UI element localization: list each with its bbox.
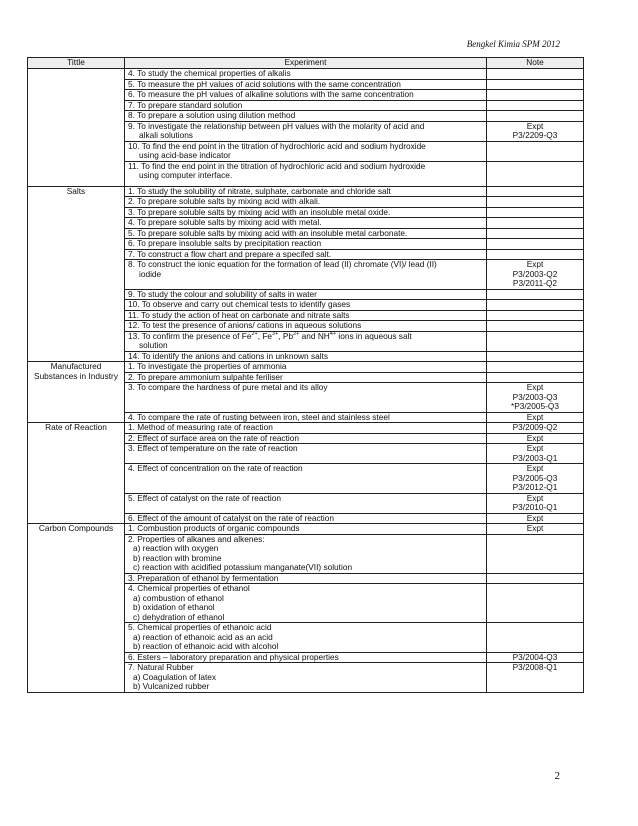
column-header-note: Note [487,58,584,69]
note-cell: P3/2008-Q1 [487,663,584,693]
note-cell: Expt P3/2005-Q3 P3/2012-Q1 [487,464,584,494]
table-row: 3. Effect of temperature on the rate of reaction [125,444,487,464]
table-row: 2. To prepare soluble salts by mixing acid with alkali. [125,197,487,208]
table-row: 12. To test the presence of anions/ cations in aqueous solutions [125,321,487,332]
table-row: 1. Combustion products of organic compounds [125,524,487,535]
table-row: 1. To study the solubility of nitrate, sulphate, carbonate and chloride salt [125,186,487,197]
note-cell: Expt [487,412,584,423]
page-number: 2 [554,770,560,782]
page-header: Bengkel Kimia SPM 2012 [466,39,560,49]
table-row: 1. Method of measuring rate of reaction [125,423,487,434]
table-row: 10. To find the end point in the titration of hydrochloric acid and sodium hydroxide using acid-base indicator [125,141,487,161]
table-row: 5. To prepare soluble salts by mixing acid with an insoluble metal carbonate. [125,228,487,239]
table-row: 7. To construct a flow chart and prepare a specifed salt. [125,249,487,260]
table-row: 4. Effect of concentration on the rate of reaction [125,464,487,494]
table-row: 2. Properties of alkanes and alkenes: a) reaction with oxygen b) reaction with bromine c) reaction with acidified potassium manganate(VII) solution [125,534,487,573]
note-cell: P3/2009-Q2 [487,423,584,434]
table-row: 3. Preparation of ethanol by fermentation [125,573,487,584]
table-row: 5. To measure the pH values of acid solutions with the same concentration [125,79,487,90]
note-cell: Expt P3/2003-Q2 P3/2011-Q2 [487,260,584,290]
table-row: 3. To compare the hardness of pure metal and its alloy [125,383,487,413]
table-row: 4. Chemical properties of ethanol a) combustion of ethanol b) oxidation of ethanol c) dehydration of ethanol [125,584,487,623]
note-cell: Expt P3/2003-Q1 [487,444,584,464]
table-row: 11. To study the action of heat on carbonate and nitrate salts [125,310,487,321]
table-row: 8. To construct the ionic equation for the formation of lead (II) chromate (VI)/ lead (II) iodide [125,260,487,290]
note-cell: Expt P3/2209-Q3 [487,121,584,141]
note-cell: P3/2004-Q3 [487,652,584,663]
table-row: 6. To measure the pH values of alkaline solutions with the same concentration [125,90,487,101]
table-row: 2. To prepare ammonium sulpahte feriliser [125,372,487,383]
table-row: 5. Chemical properties of ethanoic acid a) reaction of ethanoic acid as an acid b) reaction of ethanoic acid with alcohol [125,623,487,653]
table-row: 6. Effect of the amount of catalyst on the rate of reaction [125,513,487,524]
table-row: 7. Natural Rubber a) Coagulation of latex b) Vulcanized rubber [125,663,487,693]
note-cell: Expt [487,513,584,524]
section-title-rate: Rate of Reaction [28,423,125,524]
table-row: 11. To find the end point in the titration of hydrochloric acid and sodium hydroxide using computer interface. [125,161,487,186]
table-row: 14. To identify the anions and cations in unknown salts [125,351,487,362]
table-row: 1. To investigate the properties of ammonia [125,362,487,373]
experiment-table [27,57,584,693]
table-row: 7. To prepare standard solution [125,100,487,111]
table-row: 4. To prepare soluble salts by mixing acid with metal. [125,218,487,229]
column-header-title: Tittle [28,58,125,69]
table-row: 13. To confirm the presence of $Fe^{2+}$, $Fe^{3+}$, $Pb^{2+}$ and $NH^{4+}$ ions in aqueous salt solution [125,331,487,351]
table-row: 5. Effect of catalyst on the rate of reaction [125,493,487,513]
table-row: 9. To study the colour and solubility of salts in water [125,289,487,300]
table-header-row [28,58,584,69]
section-title-carbon: Carbon Compounds [28,524,125,693]
table-row: 4. To compare the rate of rusting between iron, steel and stainless steel [125,412,487,423]
note-cell: Expt P3/2003-Q3 *P3/2005-Q3 [487,383,584,413]
column-header-experiment: Experiment [125,58,487,69]
table-row: 3. To prepare soluble salts by mixing acid with an insoluble metal oxide. [125,207,487,218]
table-row: 6. Esters – laboratory preparation and physical properties [125,652,487,663]
table-row: 10. To observe and carry out chemical tests to identify gases [125,300,487,311]
note-cell: Expt [487,433,584,444]
table-row: 6. To prepare insoluble salts by precipitation reaction [125,239,487,250]
table-row: 9. To investigate the relationship between pH values with the molarity of acid and alkali solutions [125,121,487,141]
section-title-acids [28,69,125,187]
section-title-industry: Manufactured Substances in Industry [28,362,125,423]
table-row: 4. To study the chemical properties of alkalis [125,69,487,80]
note-cell: Expt P3/2010-Q1 [487,493,584,513]
note-cell: Expt [487,524,584,535]
table-row: 2. Effect of surface area on the rate of reaction [125,433,487,444]
table-row: 8. To prepare a solution using dilution method [125,111,487,122]
section-title-salts: Salts [28,186,125,362]
